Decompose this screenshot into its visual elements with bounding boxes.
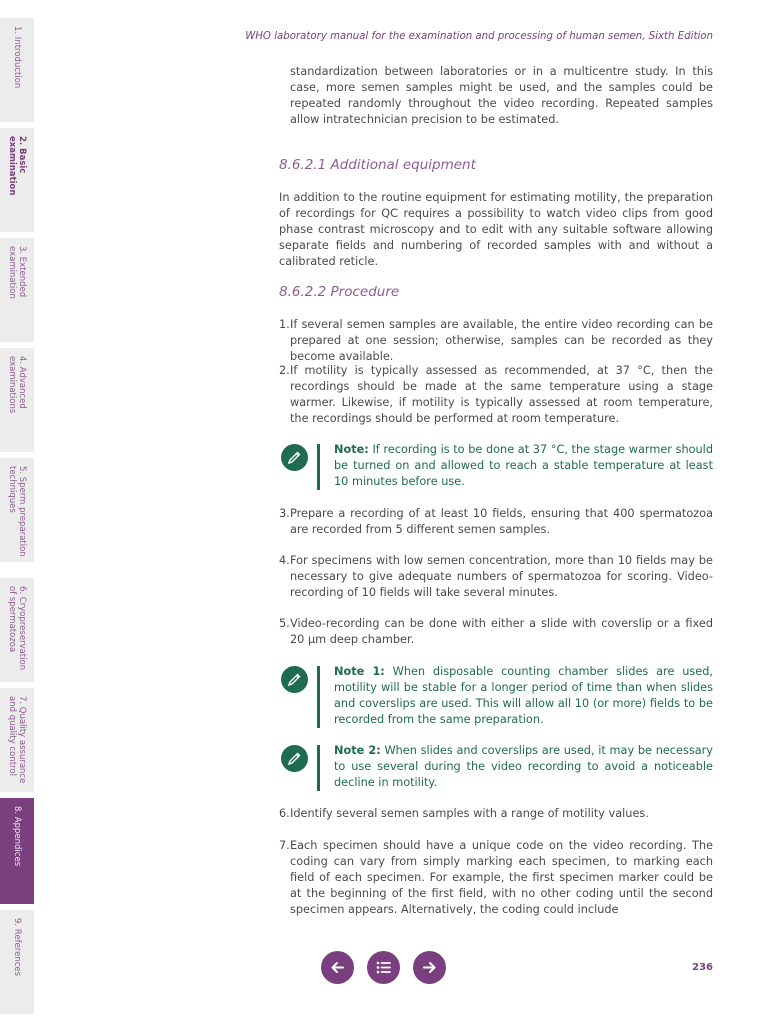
item-number: 1. xyxy=(279,318,290,331)
list-item xyxy=(279,553,713,601)
next-page-button[interactable] xyxy=(413,951,446,984)
note-text xyxy=(334,743,713,791)
note-text xyxy=(334,664,713,728)
item-number: 2. xyxy=(279,364,290,377)
paragraph-text: standardization between laboratories or in a multicentre study. In this case, more semen samples might be used, and the samples could be repeated randomly throughout the video recording. Repeated samples allow intratechnician precision to be estimated. xyxy=(290,65,713,126)
arrow-left-icon xyxy=(329,959,346,976)
arrow-right-icon xyxy=(421,959,438,976)
note-bar xyxy=(317,745,320,791)
equipment-paragraph xyxy=(279,190,713,270)
list-item xyxy=(279,838,713,918)
page-number: 236 xyxy=(692,962,713,973)
item-text: If motility is typically assessed as recommended, at 37 °C, then the recordings should be made at the same temperature using a stage warmer. Likewise, if motility is typically assessed at room temperature, the recordings should be performed at room temperature. xyxy=(290,364,713,425)
note-text xyxy=(334,442,713,490)
tab-advanced-examinations[interactable] xyxy=(0,348,34,452)
tab-basic-examination[interactable] xyxy=(0,128,34,232)
tab-label: 3. Extended examination xyxy=(7,246,27,299)
note-box xyxy=(279,664,713,728)
note-label: Note 1: xyxy=(334,665,385,678)
item-number: 3. xyxy=(279,507,290,520)
note-body: When slides and coverslips are used, it may be necessary to use several during the video recording to avoid a noticeable decline in motility. xyxy=(334,744,713,789)
tab-quality-assurance[interactable] xyxy=(0,688,34,792)
list-icon xyxy=(375,959,392,976)
note-bar xyxy=(317,666,320,728)
tab-extended-examination[interactable] xyxy=(0,238,34,342)
tab-label: 9. References xyxy=(12,918,22,977)
item-text: Identify several semen samples with a range of motility values. xyxy=(290,807,649,820)
list-item xyxy=(279,616,713,648)
tab-cryopreservation[interactable] xyxy=(0,578,34,682)
tab-label: 5. Sperm preparation techniques xyxy=(7,466,27,557)
note-label: Note: xyxy=(334,443,369,456)
table-of-contents-button[interactable] xyxy=(367,951,400,984)
heading-procedure: 8.6.2.2 Procedure xyxy=(279,284,400,300)
item-text: Video-recording can be done with either a slide with coverslip or a fixed 20 µm deep chamber. xyxy=(290,617,713,646)
note-body: If recording is to be done at 37 °C, the stage warmer should be turned on and allowed to reach a stable temperature at least 10 minutes before use. xyxy=(334,443,713,488)
note-label: Note 2: xyxy=(334,744,381,757)
tab-label: 2. Basic examination xyxy=(7,136,27,196)
tab-label: 1. Introduction xyxy=(12,26,22,89)
item-number: 7. xyxy=(279,839,290,852)
previous-page-button[interactable] xyxy=(321,951,354,984)
pencil-icon xyxy=(281,666,308,693)
pencil-icon xyxy=(281,444,308,471)
tab-sperm-preparation[interactable] xyxy=(0,458,34,562)
pencil-icon xyxy=(281,745,308,772)
running-header: WHO laboratory manual for the examination and processing of human semen, Sixth Edition xyxy=(245,31,713,42)
paragraph-text: In addition to the routine equipment for estimating motility, the preparation of recordings for QC requires a possibility to watch video clips from good phase contrast microscopy and to edit with any suitable software allowing separate fields and numbering of recorded samples with and without a calibrated reticle. xyxy=(279,191,713,268)
item-text: For specimens with low semen concentration, more than 10 fields may be necessary to give adequate numbers of spermatozoa for scoring. Video-recording of 10 fields will take several minutes. xyxy=(290,554,713,599)
note-body: When disposable counting chamber slides are used, motility will be stable for a longer period of time than when slides and coverslips are used. This will allow all 10 (or more) fields to be recorded from the same preparation. xyxy=(334,665,713,726)
heading-additional-equipment: 8.6.2.1 Additional equipment xyxy=(279,157,476,173)
tab-introduction[interactable] xyxy=(0,18,34,122)
list-item xyxy=(279,806,713,822)
tab-label: 8. Appendices xyxy=(12,806,22,867)
note-box xyxy=(279,743,713,791)
tab-label: 6. Cryopreservation of spermatozoa xyxy=(7,586,27,671)
tab-references[interactable] xyxy=(0,910,34,1014)
intro-paragraph xyxy=(290,64,713,128)
list-item xyxy=(279,317,713,365)
tab-label: 4. Advanced examinations xyxy=(7,356,27,414)
item-number: 6. xyxy=(279,807,290,820)
note-box xyxy=(279,442,713,490)
item-number: 4. xyxy=(279,554,290,567)
item-text: Each specimen should have a unique code on the video recording. The coding can vary from simply marking each specimen, to marking each field of each specimen. For example, the first specimen marker could be at the beginning of the first field, with no other coding until the second specimen appears. Alternatively, the coding could include xyxy=(290,839,713,916)
list-item xyxy=(279,506,713,538)
tab-label: 7. Quality assurance and quality control xyxy=(7,696,27,784)
tab-appendices[interactable] xyxy=(0,798,34,904)
note-bar xyxy=(317,444,320,490)
item-number: 5. xyxy=(279,617,290,630)
item-text: If several semen samples are available, the entire video recording can be prepared at one session; otherwise, samples can be recorded as they become available. xyxy=(290,318,713,363)
list-item xyxy=(279,363,713,427)
item-text: Prepare a recording of at least 10 fields, ensuring that 400 spermatozoa are recorded from 5 different semen samples. xyxy=(290,507,713,536)
